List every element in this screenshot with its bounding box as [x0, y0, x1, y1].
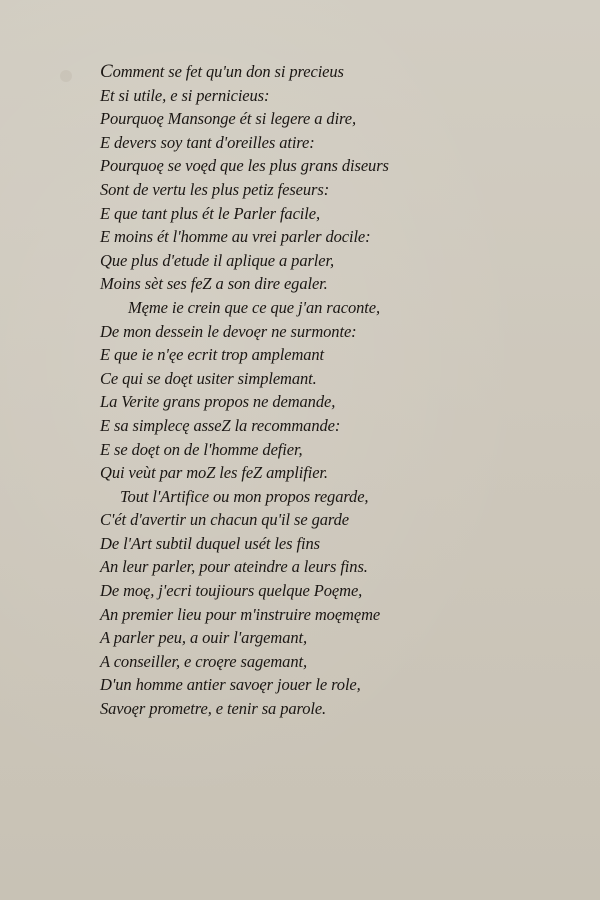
poem-line: E que tant plus ét le Parler facile, [100, 203, 321, 223]
poem-line: C'ét d'avertir un chacun qu'il se garde [100, 510, 349, 530]
poem-line: An leur parler, pour ateindre a leurs fins. [100, 557, 368, 577]
poem-line: La Verite grans propos ne demande, [100, 392, 336, 412]
poem-line: Et si utile, e si pernicieus: [100, 85, 270, 105]
poem-line: Męme ie crein que ce que j'an raconte, [128, 297, 381, 317]
poem-line: Pourquoę Mansonge ét si legere a dire, [100, 109, 357, 129]
poem-line: A conseiller, e croęre sagemant, [100, 651, 307, 671]
poem-line: E se doęt on de l'homme defier, [100, 439, 303, 459]
poem-line: Qui veùt par moZ les feZ amplifier. [100, 463, 328, 483]
poem-line: Pourquoę se voęd que les plus grans diseurs [100, 156, 389, 176]
poem-line: E moins ét l'homme au vrei parler docile: [100, 227, 371, 247]
poem-line: Sont de vertu les plus petiz feseurs: [100, 179, 330, 199]
poem-line: Moins sèt ses feZ a son dire egaler. [100, 274, 328, 294]
poem-line: Comment se fet qu'un don si precieus [100, 61, 344, 82]
poem-line: Que plus d'etude il aplique a parler, [100, 250, 335, 270]
poem-line: De moę, j'ecri toujiours quelque Poęme, [100, 581, 363, 601]
poem-line: Ce qui se doęt usiter simplemant. [100, 368, 317, 388]
poem-line: De mon dessein le devoęr ne surmonte: [100, 321, 357, 341]
poem-line: Savoęr prometre, e tenir sa parole. [100, 699, 327, 719]
poem-line: E sa simplecę asseZ la recommande: [100, 415, 341, 435]
paper-stain [60, 70, 72, 82]
poem-line: E devers soy tant d'oreilles atire: [100, 132, 315, 152]
poem-line: An premier lieu pour m'instruire moęmęme [100, 604, 381, 624]
poem-line: D'un homme antier savoęr jouer le role, [100, 675, 361, 695]
poem-line: Tout l'Artifice ou mon propos regarde, [120, 486, 369, 506]
poem-text [100, 60, 480, 721]
poem-line: De l'Art subtil duquel usét les fins [100, 533, 320, 553]
poem-line: E que ie n'ęe ecrit trop amplemant [100, 345, 325, 365]
poem-line: A parler peu, a ouir l'argemant, [100, 628, 308, 648]
